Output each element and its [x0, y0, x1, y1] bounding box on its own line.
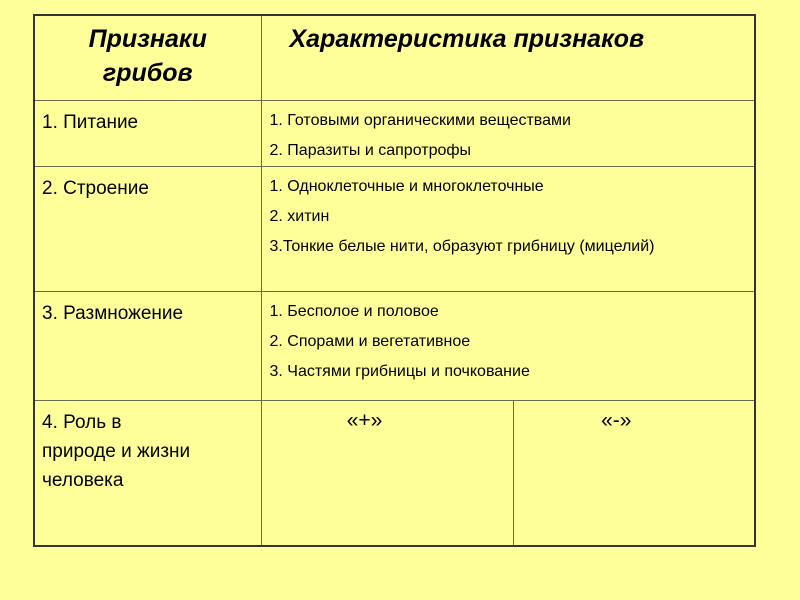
- list-item: 1. Бесполое и половое: [269, 302, 439, 320]
- list-item: 1. Готовыми органическими веществами: [269, 111, 571, 129]
- category-cell: [34, 166, 261, 291]
- category-reproduction: 3. Размножение: [42, 302, 184, 324]
- description-cell: [261, 291, 755, 400]
- category-role-line3: человека: [42, 469, 124, 491]
- category-cell: [34, 291, 261, 400]
- positive-role-cell: [261, 400, 513, 546]
- table-row: [34, 400, 755, 546]
- description-cell: [261, 166, 755, 291]
- list-item: 1. Одноклеточные и многоклеточные: [269, 177, 544, 195]
- header-signs-line1: Признаки: [88, 25, 207, 53]
- category-role-line1: 4. Роль в: [42, 411, 122, 433]
- category-cell: [34, 100, 261, 166]
- category-structure: 2. Строение: [42, 177, 149, 199]
- list-item: 2. Спорами и вегетативное: [269, 332, 471, 350]
- fungi-characteristics-table: [33, 14, 756, 547]
- list-item: 2. хитин: [269, 207, 330, 225]
- header-row: [34, 15, 755, 100]
- table-row: [34, 291, 755, 400]
- header-characteristics: Характеристика признаков: [289, 25, 645, 53]
- header-signs-cell: [34, 15, 261, 100]
- table-row: [34, 100, 755, 166]
- list-item: 2. Паразиты и сапротрофы: [269, 141, 472, 159]
- list-item: 3. Частями грибницы и почкование: [269, 362, 530, 380]
- header-signs-line2: грибов: [102, 59, 193, 87]
- header-characteristics-cell: [261, 15, 755, 100]
- category-role-line2: природе и жизни: [42, 440, 191, 462]
- category-nutrition: 1. Питание: [42, 111, 139, 133]
- positive-role-label: «+»: [346, 408, 383, 432]
- negative-role-label: «-»: [601, 408, 632, 432]
- list-item: 3.Тонкие белые нити, образуют грибницу (мицелий): [269, 237, 655, 255]
- description-cell: [261, 100, 755, 166]
- category-cell: [34, 400, 261, 546]
- negative-role-cell: [513, 400, 755, 546]
- table-row: [34, 166, 755, 291]
